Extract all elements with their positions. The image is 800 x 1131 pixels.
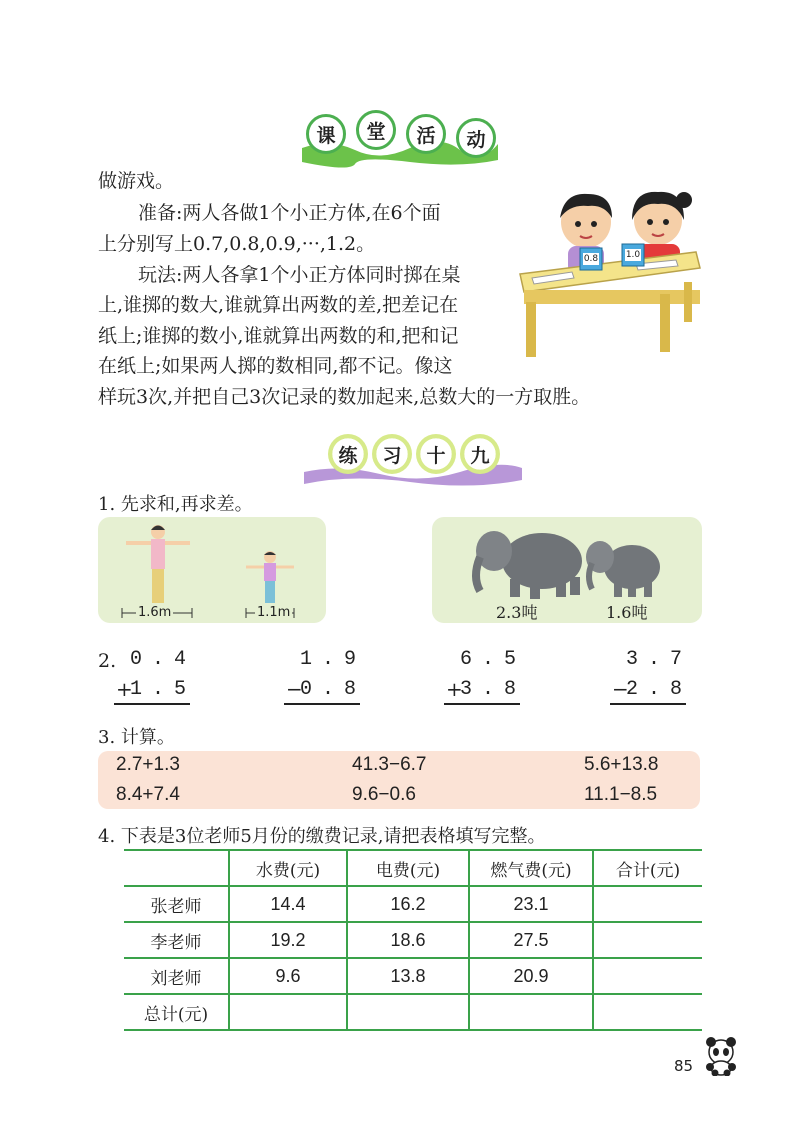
vertical-line — [114, 703, 190, 705]
activity-line: 做游戏。 — [98, 170, 175, 192]
vertical-top: 3.7 — [625, 648, 692, 671]
table-row — [124, 922, 702, 958]
weight-label: 2.3吨 — [496, 603, 538, 622]
table-header: 燃气费(元) — [469, 850, 593, 886]
vertical-bottom: 0.8 — [299, 678, 366, 701]
weight-label: 1.6吨 — [606, 603, 648, 622]
table-header: 水费(元) — [229, 850, 347, 886]
cell-electricity-blank[interactable] — [347, 994, 469, 1030]
row-name: 刘老师 — [124, 958, 229, 994]
cell-electricity: 13.8 — [347, 958, 469, 994]
question-3-label: 3. 计算。 — [98, 727, 175, 748]
vertical-top: 0.4 — [129, 648, 196, 671]
vertical-op: + — [446, 677, 463, 701]
cell-water: 14.4 — [229, 886, 347, 922]
question-4-label: 4. 下表是3位老师5月份的缴费记录,请把表格填写完整。 — [98, 826, 546, 847]
banner-char: 动 — [456, 118, 496, 158]
vertical-top: 1.9 — [299, 648, 366, 671]
exercise-banner — [300, 428, 525, 490]
row-name: 李老师 — [124, 922, 229, 958]
die-label: 0.8 — [583, 254, 599, 264]
vertical-op: − — [612, 677, 629, 701]
cell-gas: 20.9 — [469, 958, 593, 994]
table-row — [124, 886, 702, 922]
question-2-label: 2. — [98, 650, 117, 672]
calc-item: 41.3−6.7 — [352, 754, 427, 775]
activity-line: 玩法:两人各拿1个小正方体同时掷在桌 — [138, 264, 461, 286]
height-label: 1.1m — [257, 605, 291, 620]
banner-char: 课 — [306, 114, 346, 154]
cell-total-blank[interactable] — [593, 922, 702, 958]
page-number: 85 — [674, 1057, 694, 1075]
activity-line: 样玩3次,并把自己3次记录的数加起来,总数大的一方取胜。 — [98, 386, 591, 408]
vertical-bottom: 3.8 — [459, 678, 526, 701]
banner-char: 十 — [416, 434, 456, 474]
die-label: 1.0 — [625, 250, 641, 260]
calc-item: 11.1−8.5 — [584, 784, 658, 805]
question-1-label: 1. 先求和,再求差。 — [98, 494, 253, 515]
cell-water: 9.6 — [229, 958, 347, 994]
table-header — [124, 850, 229, 886]
row-name: 张老师 — [124, 886, 229, 922]
banner-char: 九 — [460, 434, 500, 474]
cell-electricity: 16.2 — [347, 886, 469, 922]
activity-line: 纸上;谁掷的数小,谁就算出两数的和,把和记 — [98, 325, 459, 347]
activity-line: 上分别写上0.7,0.8,0.9,···,1.2。 — [98, 233, 376, 255]
table-header: 电费(元) — [347, 850, 469, 886]
panda-icon — [700, 1034, 742, 1076]
calc-item: 8.4+7.4 — [116, 784, 180, 805]
table-header: 合计(元) — [593, 850, 702, 886]
banner-char: 练 — [328, 434, 368, 474]
vertical-line — [284, 703, 360, 705]
vertical-line — [444, 703, 520, 705]
vertical-op: − — [286, 677, 303, 701]
elephants-illustration — [432, 517, 702, 623]
vertical-bottom: 2.8 — [625, 678, 692, 701]
banner-char: 活 — [406, 114, 446, 154]
height-label: 1.6m — [138, 605, 172, 620]
cell-water: 19.2 — [229, 922, 347, 958]
calc-item: 9.6−0.6 — [352, 784, 416, 805]
cell-gas-blank[interactable] — [469, 994, 593, 1030]
fee-table — [124, 849, 702, 1031]
row-name: 总计(元) — [124, 994, 229, 1030]
vertical-bottom: 1.5 — [129, 678, 196, 701]
cell-total-blank[interactable] — [593, 886, 702, 922]
cell-water-blank[interactable] — [229, 994, 347, 1030]
table-header-row — [124, 850, 702, 886]
cell-gas: 27.5 — [469, 922, 593, 958]
activity-line: 上,谁掷的数大,谁就算出两数的差,把差记在 — [98, 294, 459, 316]
vertical-op: + — [116, 677, 133, 701]
calc-item: 5.6+13.8 — [584, 754, 659, 775]
table-row — [124, 958, 702, 994]
banner-char: 堂 — [356, 110, 396, 150]
children-table-illustration — [508, 182, 703, 362]
cell-total-blank[interactable] — [593, 994, 702, 1030]
activity-banner — [300, 108, 500, 168]
table-row — [124, 994, 702, 1030]
cell-total-blank[interactable] — [593, 958, 702, 994]
vertical-top: 6.5 — [459, 648, 526, 671]
activity-line: 准备:两人各做1个小正方体,在6个面 — [138, 202, 441, 224]
activity-line: 在纸上;如果两人掷的数相同,都不记。像这 — [98, 355, 453, 377]
cell-gas: 23.1 — [469, 886, 593, 922]
calc-item: 2.7+1.3 — [116, 754, 180, 775]
vertical-line — [610, 703, 686, 705]
banner-char: 习 — [372, 434, 412, 474]
cell-electricity: 18.6 — [347, 922, 469, 958]
